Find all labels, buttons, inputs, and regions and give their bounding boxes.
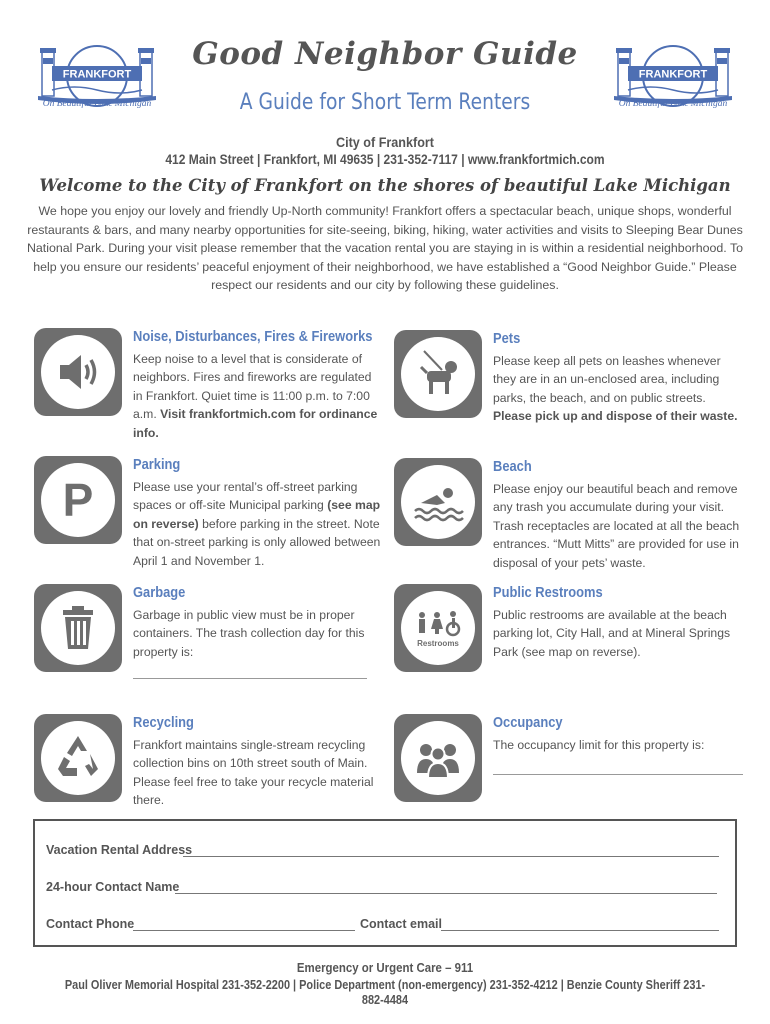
recycle-icon (34, 714, 122, 802)
occupancy-text: The occupancy limit for this property is: (493, 738, 705, 752)
parking-map-note: (see map on reverse) (133, 498, 381, 531)
contact-phone-label: Contact Phone (46, 917, 135, 931)
parking-icon (34, 456, 122, 544)
garbage-heading: Garbage (133, 584, 186, 601)
speaker-icon (34, 328, 122, 416)
svg-text:Restrooms: Restrooms (417, 639, 459, 648)
trash-can-icon (34, 584, 122, 672)
svg-text:FRANKFORT: FRANKFORT (62, 68, 132, 81)
contact-phone-field[interactable] (133, 930, 355, 931)
page-subtitle: A Guide for Short Term Renters (239, 90, 531, 115)
noise-heading: Noise, Disturbances, Fires & Fireworks (133, 328, 373, 345)
pets-text: Please keep all pets on leashes whenever they are in an un-enclosed area, including parks, the beach, and on public streets. Please pick up and dispose of their waste. (493, 354, 738, 424)
parking-text: Please use your rental’s off-street parking spaces or off-site Municipal parking (see map on reverse) before parking in the street. Note that on-street parking is only allowed between April 1 and November 1. (133, 480, 381, 568)
restrooms-text: Public restrooms are available at the beach parking lot, City Hall, and at Mineral Springs Park (see map on reverse). (493, 608, 731, 659)
logo-tagline: On Beautiful Lake Michigan (618, 99, 728, 109)
recycling-heading: Recycling (133, 714, 194, 731)
contact-email-label: Contact email (360, 917, 442, 931)
city-contact-line: 412 Main Street | Frankfort, MI 49635 | 231-352-7117 | www.frankfortmich.com (165, 151, 605, 167)
emergency-contacts: Paul Oliver Memorial Hospital 231-352-2200 | Police Department (non-emergency) 231-352-4212 | Benzie County Sheriff 231-882-4484 (64, 977, 706, 1007)
pets-heading: Pets (493, 330, 521, 347)
svg-text:P: P (62, 474, 94, 526)
welcome-intro: We hope you enjoy our lovely and friendly Up-North community! Frankfort offers a spectacular beach, unique shops, wonderful restaurants & bars, and many nearby opportunities for site-seeing, biking, hiking, water activities and visits to Sleeping Bear Dunes National Park. During your visit please remember that the vacation rental you are staying in is within a residential neighborhood. To help you ensure our residents’ peaceful enjoyment of their neighborhood, we have established a “Good Neighbor Guide.” Please respect our residents and our city by following these guidelines. (26, 204, 744, 293)
dog-on-leash-icon (394, 330, 482, 418)
restrooms-heading: Public Restrooms (493, 584, 603, 601)
city-name: City of Frankfort (335, 134, 434, 150)
svg-text:FRANKFORT: FRANKFORT (638, 68, 708, 81)
restrooms-icon (394, 584, 482, 672)
pets-waste-note: Please pick up and dispose of their waste. (493, 409, 738, 424)
occupancy-limit-blank[interactable] (493, 774, 743, 775)
welcome-heading: Welcome to the City of Frankfort on the shores of beautiful Lake Michigan (39, 176, 731, 195)
swimmer-icon (394, 458, 482, 546)
vacation-rental-address-label: Vacation Rental Address (46, 843, 193, 857)
rental-info-form (33, 819, 737, 947)
contact-name-field[interactable] (175, 893, 717, 894)
page-title: Good Neighbor Guide (192, 36, 578, 72)
garbage-text: Garbage in public view must be in proper containers. The trash collection day for this property is: (133, 608, 365, 659)
occupancy-heading: Occupancy (493, 714, 563, 731)
beach-text: Please enjoy our beautiful beach and remove any trash you accumulate during your visit. Trash receptacles are located at all the beach entrances. “Mutt Mitts” are provided for use in disposal of your pets’ waste. (493, 482, 740, 570)
parking-heading: Parking (133, 456, 181, 473)
noise-text: Keep noise to a level that is considerate of neighbors. Fires and fireworks are regulated in Frankfort. Quiet time is 11:00 p.m. to 7:00 a.m. Visit frankfortmich.com for ordinance info. (133, 352, 378, 440)
recycling-text: Frankfort maintains single-stream recycling collection bins on 10th street south of Main. Please feel free to take your recycle material there. (133, 738, 374, 808)
group-people-icon (394, 714, 482, 802)
contact-name-label: 24-hour Contact Name (46, 880, 180, 894)
logo-tagline: On Beautiful Lake Michigan (42, 99, 152, 109)
contact-email-field[interactable] (441, 930, 719, 931)
vacation-rental-address-field[interactable] (183, 856, 719, 857)
emergency-line: Emergency or Urgent Care – 911 (296, 960, 474, 975)
beach-heading: Beach (493, 458, 532, 475)
collection-day-blank[interactable] (133, 678, 367, 679)
noise-ordinance-link-text: Visit frankfortmich.com for ordinance info. (133, 407, 378, 440)
